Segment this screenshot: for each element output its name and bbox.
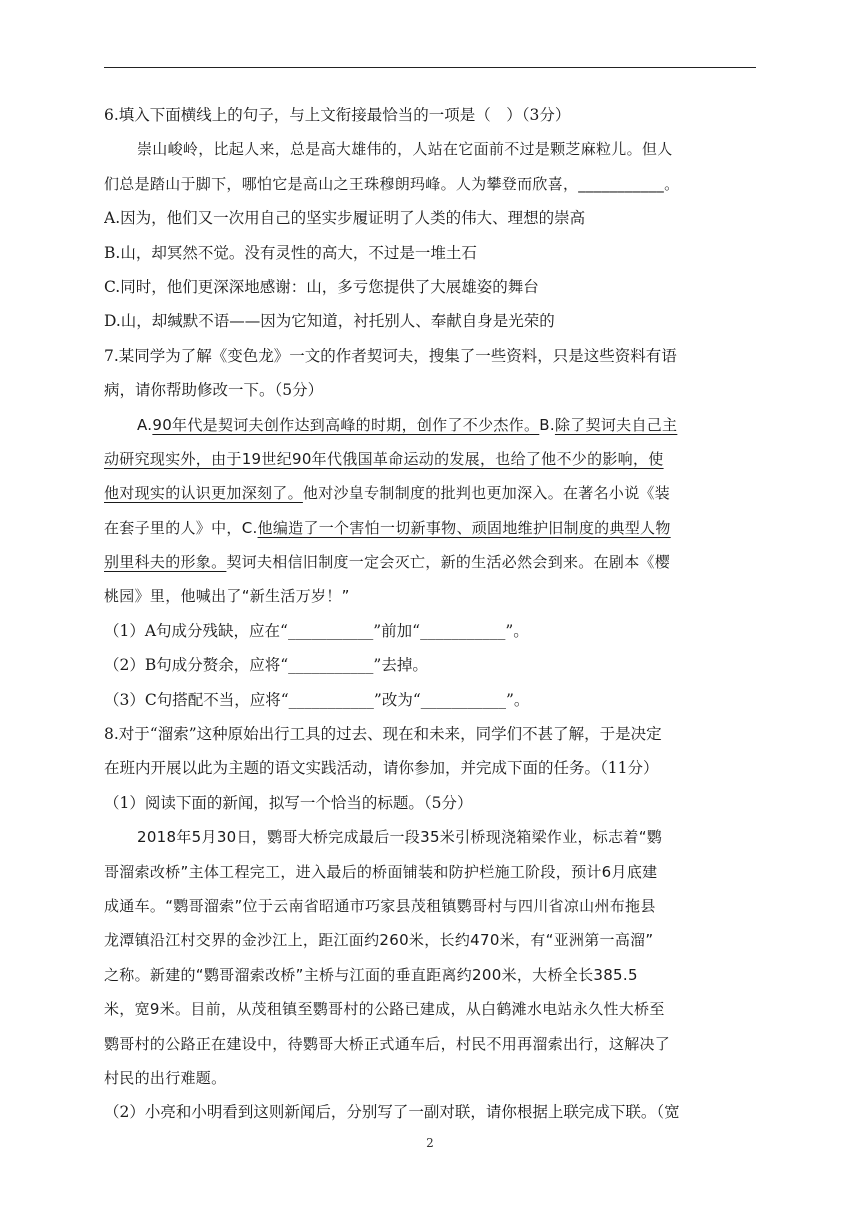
q6-option-b: B.山，却冥然不觉。没有灵性的高大，不过是一堆土石 xyxy=(104,243,477,262)
news-line: 鹦哥村的公路正在建设中，待鹦哥大桥正式通车后，村民不用再溜索出行，这解决了 xyxy=(104,1034,671,1053)
q7-subquestion-1: （1）A句成分残缺，应在“___________”前加“___________”。 xyxy=(104,621,529,640)
page-number: 2 xyxy=(426,1136,434,1150)
news-line: 龙潭镇沿江村交界的金沙江上，距江面约260米，长约470米，有“亚洲第一高溜” xyxy=(104,931,654,950)
q8-subquestion-2: （2）小亮和小明看到这则新闻后，分别写了一副对联，请你根据上联完成下联。（宽 xyxy=(104,1103,680,1122)
sentence-a: 90年代是契诃夫创作达到高峰的时期，创作了不少杰作。 xyxy=(152,415,540,434)
question-7-title: 7.某同学为了解《变色龙》一文的作者契诃夫，搜集了一些资料，只是这些资料有语 xyxy=(104,346,677,365)
q6-option-d: D.山，却缄默不语——因为它知道，衬托别人、奉献自身是光荣的 xyxy=(104,312,555,331)
q6-passage-line: 崇山峻岭，比起人来，总是高大雄伟的，人站在它面前不过是颗芝麻粒儿。但人 xyxy=(137,140,673,159)
q6-option-c: C.同时，他们更深深地感谢：山，多亏您提供了大展雄姿的舞台 xyxy=(104,277,539,296)
q8-subquestion-1: （1）阅读下面的新闻，拟写一个恰当的标题。（5分） xyxy=(104,793,473,812)
question-7-title-cont: 病，请你帮助修改一下。（5分） xyxy=(104,381,324,400)
q7-passage-line xyxy=(104,442,756,476)
q6-passage-line: 们总是踏山于脚下，哪怕它是高山之王珠穆朗玛峰。人为攀登而欣喜，___________。 xyxy=(104,174,680,193)
q7-passage-line: 桃园》里，他喊出了“新生活万岁！” xyxy=(104,587,350,606)
sentence-c: 他编造了一个害怕一切新事物、顽固地维护旧制度的典型人物 xyxy=(257,518,671,537)
q6-option-a: A.因为，他们又一次用自己的坚实步履证明了人类的伟大、理想的崇高 xyxy=(104,209,586,228)
question-8-title: 8.对于“溜索”这种原始出行工具的过去、现在和未来，同学们不甚了解，于是决定 xyxy=(104,725,662,744)
label-a: A. xyxy=(137,415,153,434)
sentence-b: 他对现实的认识更加深刻了。 xyxy=(104,484,303,503)
sentence-b: 动研究现实外，由于19世纪90年代俄国革命运动的发展，也给了他不少的影响，使 xyxy=(104,449,664,468)
question-6-title: 6.填入下面横线上的句子，与上文衔接最恰当的一项是（ ）（3分） xyxy=(104,106,571,124)
news-line: 村民的出行难题。 xyxy=(104,1068,227,1087)
sentence-c: 别里科夫的形象。 xyxy=(104,553,227,572)
q7-passage-line xyxy=(104,511,756,545)
document-body xyxy=(104,98,756,1130)
passage-text: 契诃夫相信旧制度一定会灭亡，新的生活必然会到来。在剧本《樱 xyxy=(226,553,671,572)
q7-passage-line xyxy=(104,545,756,579)
question-8-title-cont: 在班内开展以此为主题的语文实践活动，请你参加，并完成下面的任务。（11分） xyxy=(104,759,659,778)
passage-text: 在套子里的人》中，C. xyxy=(104,518,258,537)
q7-passage-line xyxy=(104,408,756,442)
news-line: 哥溜索改桥”主体工程完工，进入最后的桥面铺装和防护栏施工阶段，预计6月底建 xyxy=(104,862,658,881)
news-line: 成通车。“鹦哥溜索”位于云南省昭通市巧家县茂租镇鹦哥村与四川省凉山州布拖县 xyxy=(104,896,656,915)
passage-text: 他对沙皇专制制度的批判也更加深入。在著名小说《装 xyxy=(302,484,671,503)
q7-passage-line xyxy=(104,476,756,510)
q7-subquestion-3: （3）C句搭配不当，应将“___________”改为“___________”。 xyxy=(104,690,530,709)
news-line: 2018年5月30日，鹦哥大桥完成最后一段35米引桥现浇箱梁作业，标志着“鹦 xyxy=(137,828,663,847)
q7-subquestion-2: （2）B句成分赘余，应将“___________”去掉。 xyxy=(104,656,428,675)
news-line: 之称。新建的“鹦哥溜索改桥”主桥与江面的垂直距离约200米，大桥全长385.5 xyxy=(104,965,638,984)
news-line: 米，宽9米。目前，从茂租镇至鹦哥村的公路已建成，从白鹤滩水电站永久性大桥至 xyxy=(104,1000,665,1019)
sentence-b: 除了契诃夫自己主 xyxy=(554,415,678,434)
header-rule xyxy=(104,67,756,68)
label-b: B. xyxy=(539,415,555,434)
